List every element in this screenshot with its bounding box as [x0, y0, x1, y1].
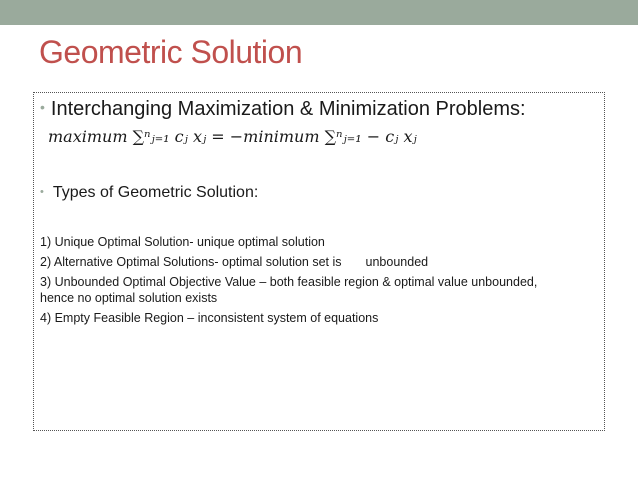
list-item: 4) Empty Feasible Region – inconsistent system of equations [40, 311, 379, 325]
list-item: 3) Unbounded Optimal Objective Value – both feasible region & optimal value unbounded, hence no optimal solution exists [40, 275, 538, 305]
solution-types-list [40, 234, 570, 330]
bullet-types [40, 184, 258, 202]
bullet-dot-icon: • [40, 186, 44, 198]
list-item: 1) Unique Optimal Solution- unique optimal solution [40, 235, 325, 249]
top-accent-bar [0, 0, 638, 25]
bullet-types-text: Types of Geometric Solution: [52, 184, 259, 201]
bullet-dot-icon: • [40, 99, 45, 115]
objective-formula: maximum ∑ⁿⱼ₌₁ cⱼ xⱼ = −minimum ∑ⁿⱼ₌₁ − cⱼ xⱼ [48, 127, 417, 146]
list-item-tail: unbounded [365, 255, 429, 269]
bullet-interchanging-text: Interchanging Maximization & Minimization Problems: [50, 98, 526, 120]
bullet-interchanging [40, 98, 526, 121]
list-item-text: 2) Alternative Optimal Solutions- optimal solution set is [40, 255, 342, 269]
slide-title: Geometric Solution [39, 34, 303, 70]
list-item [40, 254, 570, 270]
content-box [33, 92, 605, 431]
